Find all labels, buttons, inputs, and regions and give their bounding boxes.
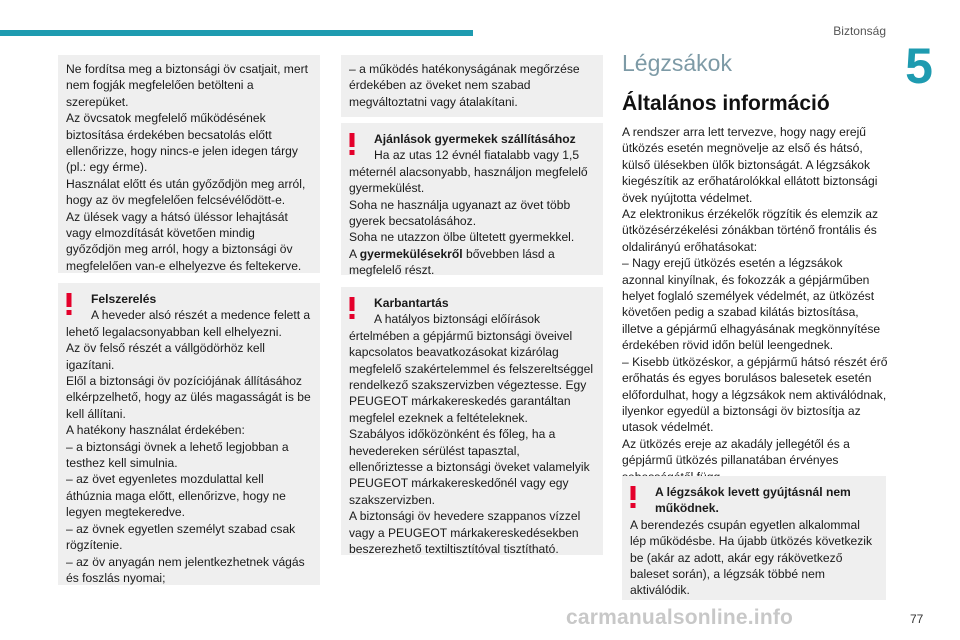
warning-title: Karbantartás xyxy=(374,296,449,310)
page-title: Légzsákok xyxy=(622,50,732,76)
warning-box-airbag-ignition xyxy=(622,476,886,600)
watermark: carmanualsonline.info xyxy=(566,606,794,629)
warning-first-line: A hatályos biztonsági előírások xyxy=(374,312,541,327)
modification-text: – a működés hatékonyságának megőrzése érdekében az öveket nem szabad megváltoztatni vagy átalakítani. xyxy=(349,62,580,109)
warning-box-children xyxy=(341,123,603,278)
warning-box-installation xyxy=(58,283,320,585)
top-accent-bar xyxy=(0,30,473,36)
warning-exclamation-icon xyxy=(347,133,357,155)
warning-exclamation-icon xyxy=(628,486,638,508)
page-number: 77 xyxy=(910,612,924,626)
airbag-general-text xyxy=(622,124,888,485)
warning-body: értelmében a gépjármű biztonsági öveivel kapcsolatos beavatkozásokat kizárólag megfelelő szakértelemmel és felszereltséggel rendelkező szakszervizben végeztesse. Egy PEUGEOT márkakereskedés garantáltan megfelel ezeknek a feltételeknek. Szabályos időközönként és főleg, ha a hevedereken sérülést tapasztal, ellenőriztesse a biztonsági öveket valamelyik PEUGEOT márkakereskedőnél vagy egy szakszervizben. A biztonsági öv hevedere szappanos vízzel vagy a PEUGEOT márkakereskedésekben beszerezhető textiltisztítóval tisztítható. xyxy=(349,328,594,557)
warning-exclamation-icon xyxy=(347,297,357,319)
chapter-number: 5 xyxy=(905,38,933,94)
warning-title: A légzsákok levett gyújtásnál nem működnek. xyxy=(655,485,851,516)
warning-body: méternél alacsonyabb, használjon megfelelő gyermekülést. Soha ne használja ugyanazt az övet több gyerek becsatolásához. Soha ne utazzon ölbe ültetett gyermekkel. A gyermekülésekről bővebben lásd a megfelelő részt. xyxy=(349,164,588,278)
section-heading: Általános információ xyxy=(622,92,830,115)
belt-buckles-text: Ne fordítsa meg a biztonsági öv csatjait, mert nem fogják megfelelően betölteni a szerepüket. Az övcsatok megfelelő működésének biztosítása érdekében becsatolás előtt ellenőrizze, hogy nincs-e jelen idegen tárgy (pl.: egy érme). Használat előtt és után győződjön meg arról, hogy az öv megfelelően felcsévélődött-e. Az ülések vagy a hátsó üléssor lehajtását vagy elmozdítását követően mindig győződjön meg arról, hogy a biztonsági öv megfelelően van-e elhelyezve és feltekerve. xyxy=(66,62,308,273)
warning-body: A berendezés csupán egyetlen alkalommal lép működésbe. Ha újabb ütközés következik be (akár az adott, akár egy rákövetkező baleset során), a légzsák többé nem aktiválódik. xyxy=(630,517,873,598)
warning-body: lehető legalacsonyabban kell elhelyezni. Az öv felső részét a vállgödörhöz kell igazítani. Elől a biztonsági öv pozíciójának állításához elkérpzelhető, hogy az ülés magasságát is be kell állítani. A hatékony használat érdekében: – a biztonsági övnek a lehető legjobban a testhez kell simulnia. – az övet egyenletes mozdulattal kell áthúznia maga előtt, ellenőrizve, hogy ne legyen megtekeredve. – az övnek egyetlen személyt szabad csak rögzítenie. – az öv anyagán nem jelentkezhetnek vágás és foszlás nyomai; xyxy=(66,324,311,585)
warning-first-line: A heveder alsó részét a medence felett a xyxy=(91,308,311,323)
warning-title: Felszerelés xyxy=(91,292,157,306)
info-box-modification xyxy=(341,55,603,117)
child-seat-reference: gyermekülésekről xyxy=(359,246,463,261)
section-label: Biztonság xyxy=(833,24,886,38)
warning-title: Ajánlások gyermekek szállításához xyxy=(374,132,576,146)
warning-exclamation-icon xyxy=(64,293,74,315)
warning-box-maintenance xyxy=(341,287,603,555)
warning-first-line: Ha az utas 12 évnél fiatalabb vagy 1,5 xyxy=(374,148,580,163)
info-box-belt-buckles xyxy=(58,55,320,273)
airbag-body: A rendszer arra lett tervezve, hogy nagy erejű ütközés esetén megnövelje az első és hátsó, külső ülésekben ülők biztonságát. A légzsákok kiegészítik az erőhatárolókkal ellátott biztonsági övek nyújtotta védelmet. Az elektronikus érzékelők rögzítik és elemzik az ütközésérzékelési zónákban történő frontális és oldalirányú erőhatásokat: – Nagy erejű ütközés esetén a légzsákok azonnal kinyílnak, és fokozzák a gépjárműben helyet foglaló személyek védelmét, az ütközést követően pedig a szabad kilátás biztosítása, illetve a gépjármű elhagyásának megkönnyítése érdekében rövid időn belül leengednek. – Kisebb ütközéskor, a gépjármű hátsó részét érő erőhatás és egyes borulásos balesetek esetén előfordulhat, hogy a légzsákok nem aktiválódnak, ilyenkor egyedül a biztonsági öv biztosítja az utasok védelmét. Az ütközés ereje az akadály jellegétől és a gépjármű ütközés pillanatában érvényes xyxy=(622,125,888,468)
